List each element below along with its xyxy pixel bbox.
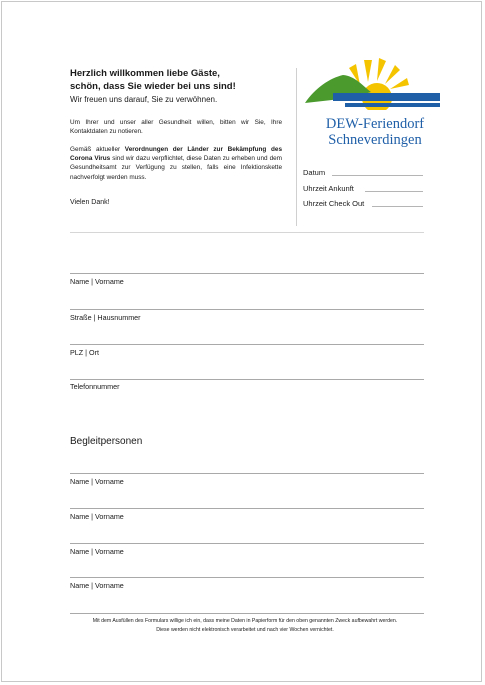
arrival-time-label: Uhrzeit Ankunft	[303, 184, 354, 193]
sun-hill-logo-icon	[305, 48, 440, 110]
street-label: Straße | Hausnummer	[70, 313, 141, 322]
arrival-time-field[interactable]	[365, 191, 423, 192]
companions-title: Begleitpersonen	[70, 436, 143, 447]
greeting-line-1: Herzlich willkommen liebe Gäste,	[70, 68, 220, 79]
phone-label: Telefonnummer	[70, 382, 120, 391]
checkout-time-label: Uhrzeit Check Out	[303, 199, 365, 208]
name-field[interactable]	[70, 273, 424, 274]
greeting	[70, 67, 290, 106]
consent-line-1: Mit dem Ausfüllen des Formulars willige ich ein, dass meine Daten in Papierform für den oben genannten Zweck aufbewahrt werden.	[92, 618, 398, 624]
checkout-time-field[interactable]	[372, 206, 423, 207]
consent-text	[60, 617, 430, 635]
intro-paragraph-1: Um Ihrer und unser aller Gesundheit willen, bitten wir Sie, Ihre Kontaktdaten zu notieren.	[70, 119, 282, 136]
companion-3-field[interactable]	[70, 543, 424, 544]
companion-2-label: Name | Vorname	[70, 512, 124, 521]
thanks-text: Vielen Dank!	[70, 199, 110, 206]
brand-line-1: DEW-Feriendorf	[325, 116, 425, 132]
brand-name	[300, 116, 450, 148]
header-separator	[70, 232, 424, 233]
companion-4-field[interactable]	[70, 577, 424, 578]
phone-field[interactable]	[70, 379, 424, 380]
date-field[interactable]	[332, 175, 423, 176]
city-label: PLZ | Ort	[70, 348, 100, 357]
greeting-line-3: Wir freuen uns darauf, Sie zu verwöhnen.	[70, 95, 218, 104]
header-divider	[296, 68, 297, 226]
footer-separator	[70, 613, 424, 614]
city-field[interactable]	[70, 344, 424, 345]
consent-line-2: Diese werden nicht elektronisch verarbeitet und nach vier Wochen vernichtet.	[156, 627, 334, 633]
companion-2-field[interactable]	[70, 508, 424, 509]
intro-rest: sind wir dazu verpflichtet, diese Daten zu erheben und dem Gesundheitsamt zur Verfügung zu stellen, falls eine Infektionskette nachverfolgt werden muss.	[70, 155, 282, 181]
street-field[interactable]	[70, 309, 424, 310]
greeting-line-2: schön, dass Sie wieder bei uns sind!	[70, 81, 236, 92]
companion-1-label: Name | Vorname	[70, 477, 124, 486]
date-label: Datum	[303, 168, 326, 177]
intro-paragraph-2	[70, 145, 282, 182]
intro-prefix: Gemäß aktueller	[70, 146, 125, 153]
companion-1-field[interactable]	[70, 473, 424, 474]
companion-3-label: Name | Vorname	[70, 547, 124, 556]
brand-line-2: Schneverdingen	[328, 132, 422, 148]
intro-regulation-text: Verordnungen der Länder zur Bekämpfung des Corona Virus	[70, 146, 282, 163]
name-label: Name | Vorname	[70, 277, 124, 286]
companion-4-label: Name | Vorname	[70, 581, 124, 590]
